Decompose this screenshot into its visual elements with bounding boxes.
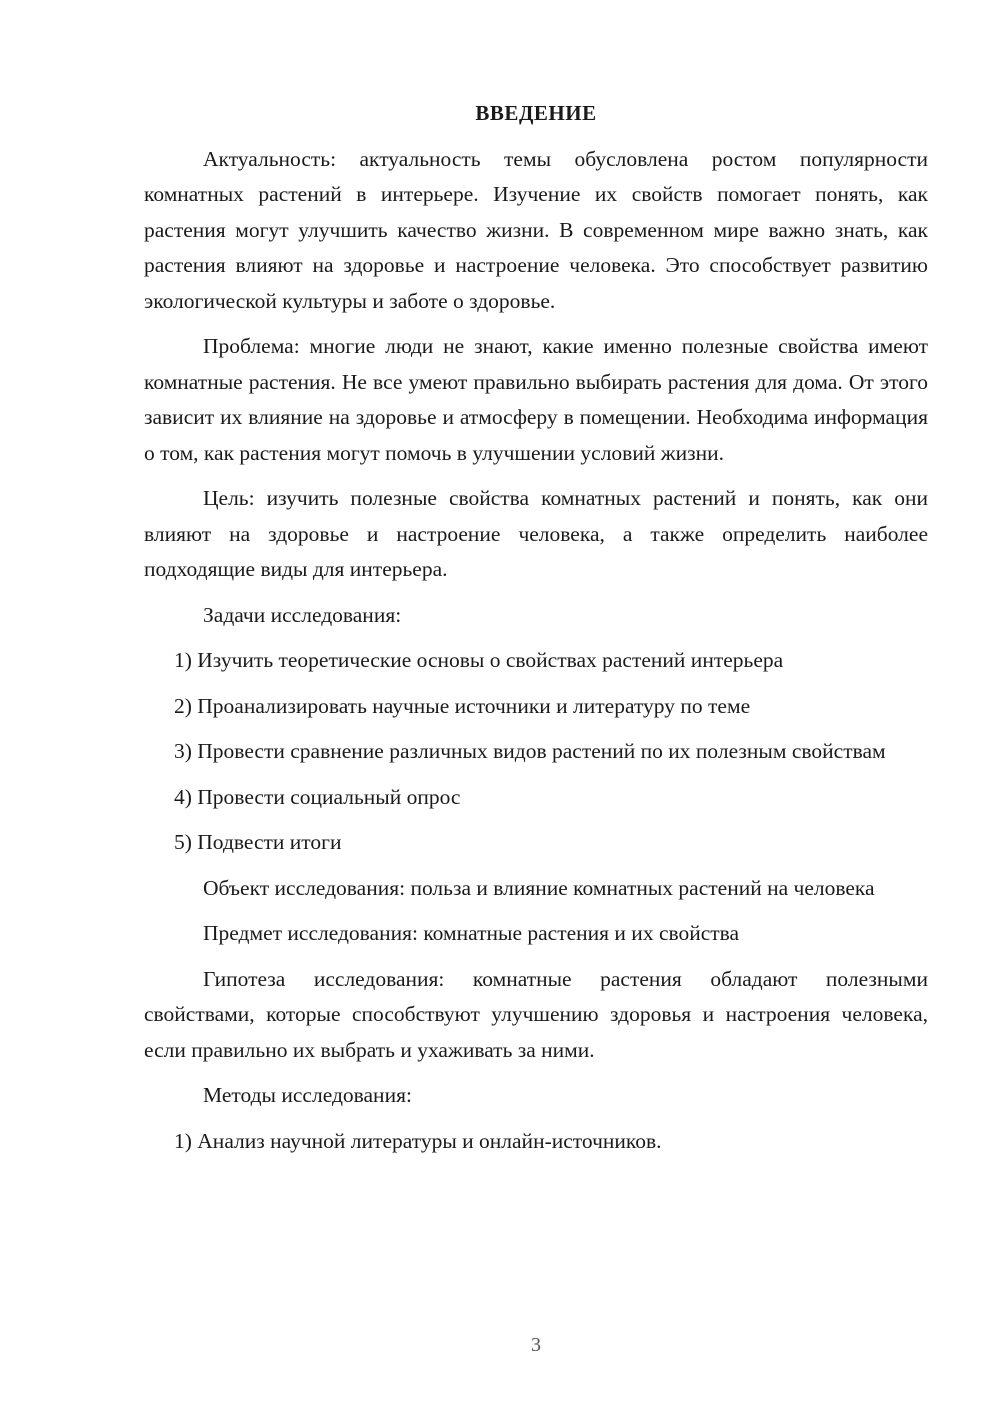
- tasks-heading: Задачи исследования:: [203, 602, 402, 627]
- method-item: 1) Анализ научной литературы и онлайн-источников.: [174, 1128, 662, 1153]
- document-page: [144, 96, 928, 1169]
- task-item: 4) Провести социальный опрос: [174, 784, 461, 809]
- task-item: 3) Провести сравнение различных видов растений по их полезным свойствам: [174, 739, 886, 763]
- task-item: 2) Проанализировать научные источники и литературу по теме: [174, 693, 751, 718]
- object-paragraph: Объект исследования: польза и влияние комнатных растений на человека: [203, 875, 875, 900]
- page-title: ВВЕДЕНИЕ: [475, 101, 597, 125]
- task-item: 5) Подвести итоги: [174, 830, 342, 854]
- goal-paragraph: Цель: изучить полезные свойства комнатных растений и понять, как они влияют на здоровье и настроение человека, а также определить наиболее подходящие виды для интерьера.: [144, 486, 928, 581]
- problem-paragraph: Проблема: многие люди не знают, какие именно полезные свойства имеют комнатные растения. Не все умеют правильно выбирать растения для дома. От этого зависит их влияние на здоровье и атмосферу в помещении. Необходима информация о том, как растения могут помочь в улучшении условий жизни.: [144, 334, 928, 465]
- methods-heading: Методы исследования:: [203, 1083, 412, 1107]
- hypothesis-paragraph: Гипотеза исследования: комнатные растения обладают полезными свойствами, которые способствуют улучшению здоровья и настроения человека, если правильно их выбрать и ухаживать за ними.: [144, 966, 928, 1062]
- page-number: 3: [531, 1334, 541, 1356]
- relevance-paragraph: Актуальность: актуальность темы обусловлена ростом популярности комнатных растений в интерьере. Изучение их свойств помогает понять, как растения могут улучшить качество жизни. В современном мире важно знать, как растения влияют на здоровье и настроение человека. Это способствует развитию экологической культуры и заботе о здоровье.: [144, 146, 928, 313]
- subject-paragraph: Предмет исследования: комнатные растения и их свойства: [203, 921, 740, 945]
- task-item: 1) Изучить теоретические основы о свойствах растений интерьера: [174, 648, 784, 672]
